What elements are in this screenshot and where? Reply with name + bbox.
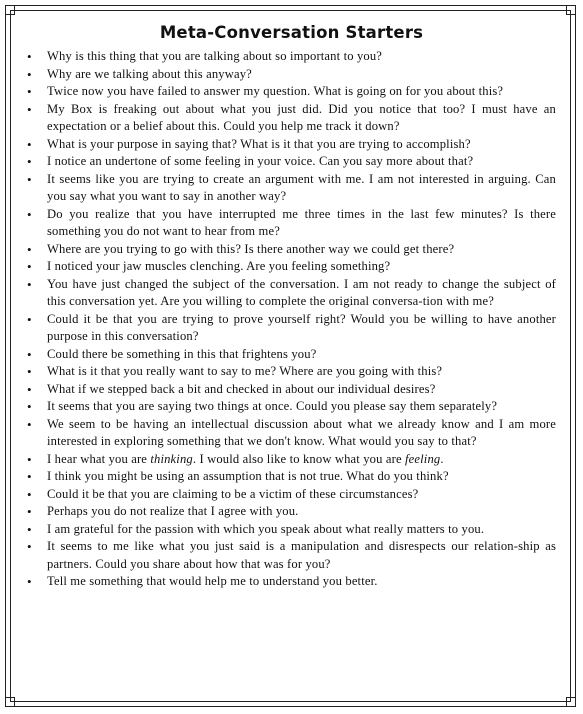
list-item: • It seems that you are saying two things at once. Could you please say them separately?: [27, 398, 556, 416]
list-item-text: .: [440, 451, 444, 466]
list-item: • Could it be that you are trying to prove yourself right? Would you be willing to have another purpose in this conversation?: [27, 311, 556, 346]
list-item: • It seems like you are trying to create an argument with me. I am not interested in arguing. Can you say what you want to say in another way?: [27, 171, 556, 206]
page-title: Meta-Conversation Starters: [159, 23, 424, 42]
list-item: • Could there be something in this that frightens you?: [27, 346, 556, 364]
list-item: • Twice now you have failed to answer my question. What is going on for you about this?: [27, 83, 556, 101]
list-item: • I think you might be using an assumption that is not true. What do you think?: [27, 468, 556, 486]
list-item: • Tell me something that would help me to understand you better.: [27, 573, 556, 591]
corner-ornament-bottom-left: [5, 697, 15, 707]
list-item: • Why are we talking about this anyway?: [27, 66, 556, 84]
document-body: [27, 22, 556, 591]
list-item: • My Box is freaking out about what you just did. Did you notice that too? I must have an expectation or a belief about this. Could you help me track it down?: [27, 101, 556, 136]
list-item: • You have just changed the subject of the conversation. I am not ready to change the subject of this conversation yet. Are you willing to complete the original conversa-tion with me?: [27, 276, 556, 311]
list-item-text: I hear what you are: [47, 451, 151, 466]
list-item-text: . I would also like to know what you are: [192, 451, 406, 466]
list-item: • What if we stepped back a bit and checked in about our individual desires?: [27, 381, 556, 399]
list-item: • Where are you trying to go with this? Is there another way we could get there?: [27, 241, 556, 259]
list-item: • Why is this thing that you are talking about so important to you?: [27, 48, 556, 66]
list-item: • What is it that you really want to say to me? Where are you going with this?: [27, 363, 556, 381]
corner-ornament-bottom-right: [566, 697, 576, 707]
list-item: • We seem to be having an intellectual discussion about what we already know and I am more interested in exploring something that we don't know. What would you say to that?: [27, 416, 556, 451]
list-item: • I am grateful for the passion with which you speak about what really matters to you.: [27, 521, 556, 539]
list-item: • I notice an undertone of some feeling in your voice. Can you say more about that?: [27, 153, 556, 171]
emphasis-feeling: feeling: [405, 451, 441, 466]
list-item: • I noticed your jaw muscles clenching. Are you feeling something?: [27, 258, 556, 276]
corner-ornament-top-left: [5, 5, 15, 15]
list-item: • What is your purpose in saying that? What is it that you are trying to accomplish?: [27, 136, 556, 154]
list-item: • Perhaps you do not realize that I agree with you.: [27, 503, 556, 521]
list-item: • Could it be that you are claiming to be a victim of these circumstances?: [27, 486, 556, 504]
emphasis-thinking: thinking: [150, 451, 193, 466]
list-item: [27, 451, 556, 469]
list-item: • It seems to me like what you just said is a manipulation and disrespects our relation-ship as partners. Could you share about how that was for you?: [27, 538, 556, 573]
starter-list: [27, 48, 556, 591]
list-item: • Do you realize that you have interrupted me three times in the last few minutes? Is there something you do not want to hear from me?: [27, 206, 556, 241]
corner-ornament-top-right: [566, 5, 576, 15]
